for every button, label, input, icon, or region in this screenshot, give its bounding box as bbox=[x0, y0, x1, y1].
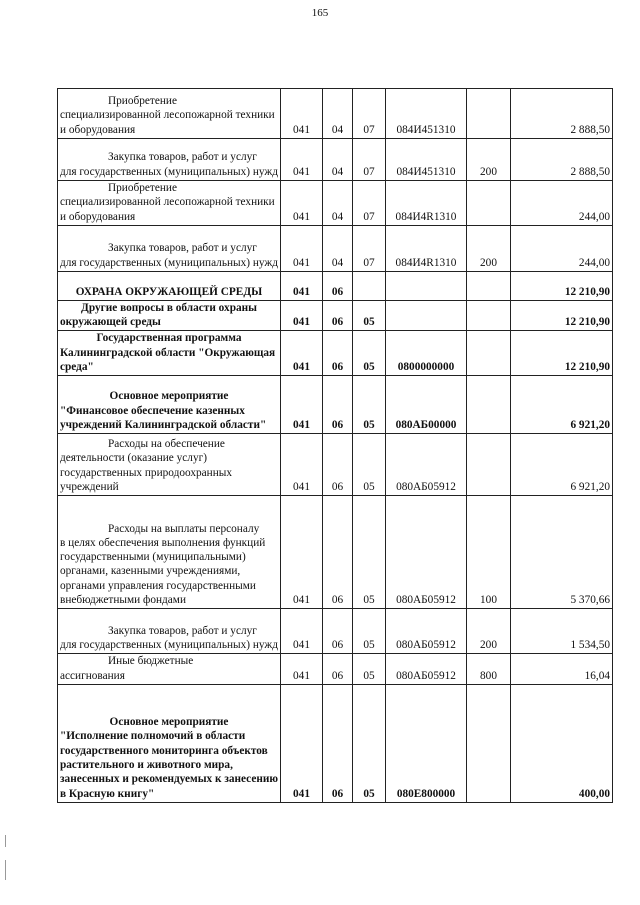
column-rz: 06 bbox=[323, 609, 353, 654]
row-name bbox=[58, 139, 281, 181]
row-name-first-line: Основное мероприятие bbox=[109, 716, 229, 729]
column-gr: 041 bbox=[281, 181, 323, 226]
row-name bbox=[58, 496, 281, 609]
column-gr: 041 bbox=[281, 139, 323, 181]
column-csr: 080Е800000 bbox=[386, 684, 467, 802]
column-rz: 06 bbox=[323, 300, 353, 331]
column-gr: 041 bbox=[281, 609, 323, 654]
column-rz: 04 bbox=[323, 225, 353, 271]
column-vr bbox=[467, 434, 511, 496]
column-sum: 12 210,90 bbox=[511, 300, 613, 331]
column-pr: 07 bbox=[353, 139, 386, 181]
row-name-first-line: Другие вопросы в области охраны bbox=[81, 301, 257, 314]
column-sum: 1 534,50 bbox=[511, 609, 613, 654]
column-csr: 080АБ00000 bbox=[386, 376, 467, 434]
row-name-rest: окружающей среды bbox=[60, 316, 161, 329]
column-rz: 06 bbox=[323, 496, 353, 609]
row-name bbox=[58, 300, 281, 331]
row-name bbox=[58, 331, 281, 376]
column-rz: 06 bbox=[323, 271, 353, 300]
column-rz: 06 bbox=[323, 684, 353, 802]
row-name bbox=[58, 89, 281, 139]
table-row bbox=[58, 225, 613, 271]
column-csr: 080АБ05912 bbox=[386, 654, 467, 685]
column-pr: 05 bbox=[353, 434, 386, 496]
column-vr bbox=[467, 376, 511, 434]
page-number: 165 bbox=[311, 7, 329, 19]
column-sum: 6 921,20 bbox=[511, 376, 613, 434]
column-rz: 06 bbox=[323, 376, 353, 434]
table-row bbox=[58, 684, 613, 802]
column-vr bbox=[467, 300, 511, 331]
table-row bbox=[58, 89, 613, 139]
row-name-first-line: Приобретение bbox=[108, 182, 177, 194]
column-vr bbox=[467, 181, 511, 226]
column-sum: 2 888,50 bbox=[511, 89, 613, 139]
column-sum: 16,04 bbox=[511, 654, 613, 685]
column-sum: 244,00 bbox=[511, 225, 613, 271]
row-name bbox=[58, 271, 281, 300]
row-name bbox=[58, 609, 281, 654]
column-sum: 5 370,66 bbox=[511, 496, 613, 609]
column-vr bbox=[467, 271, 511, 300]
column-csr: 084И4R1310 bbox=[386, 225, 467, 271]
column-sum: 12 210,90 bbox=[511, 331, 613, 376]
row-name-first-line: Иные бюджетные bbox=[108, 655, 194, 668]
row-name bbox=[58, 181, 281, 226]
column-csr bbox=[386, 300, 467, 331]
column-gr: 041 bbox=[281, 89, 323, 139]
column-sum: 400,00 bbox=[511, 684, 613, 802]
column-sum: 244,00 bbox=[511, 181, 613, 226]
column-pr: 07 bbox=[353, 89, 386, 139]
table-row bbox=[58, 496, 613, 609]
column-pr: 05 bbox=[353, 300, 386, 331]
column-csr: 084И451310 bbox=[386, 139, 467, 181]
column-csr: 080АБ05912 bbox=[386, 434, 467, 496]
row-name-first-line: Основное мероприятие bbox=[109, 390, 229, 403]
budget-table bbox=[57, 88, 613, 803]
column-rz: 06 bbox=[323, 654, 353, 685]
table-row bbox=[58, 609, 613, 654]
column-gr: 041 bbox=[281, 684, 323, 802]
row-name-rest: для государственных (муниципальных) нужд bbox=[60, 165, 278, 178]
column-vr bbox=[467, 331, 511, 376]
row-name-rest: "Исполнение полномочий в области государственного мониторинга объектов растительного и животного мира, занесенных и рекомендуемых к занесению в Красную книгу" bbox=[60, 730, 278, 800]
column-rz: 04 bbox=[323, 139, 353, 181]
scan-edge-mark bbox=[5, 835, 6, 847]
column-gr: 041 bbox=[281, 434, 323, 496]
column-rz: 06 bbox=[323, 331, 353, 376]
row-name-rest: Калининградской области "Окружающая среда" bbox=[60, 346, 276, 374]
column-gr: 041 bbox=[281, 376, 323, 434]
row-name-first-line: Закупка товаров, работ и услуг bbox=[108, 151, 257, 164]
table-row bbox=[58, 654, 613, 685]
column-vr: 200 bbox=[467, 225, 511, 271]
row-name-rest: для государственных (муниципальных) нужд bbox=[60, 256, 278, 269]
column-gr: 041 bbox=[281, 331, 323, 376]
column-pr: 05 bbox=[353, 496, 386, 609]
column-vr bbox=[467, 684, 511, 802]
column-rz: 04 bbox=[323, 89, 353, 139]
row-name bbox=[58, 434, 281, 496]
table-row bbox=[58, 181, 613, 226]
column-vr: 200 bbox=[467, 609, 511, 654]
column-csr: 080АБ05912 bbox=[386, 496, 467, 609]
row-name-rest: для государственных (муниципальных) нужд bbox=[60, 639, 278, 652]
column-csr bbox=[386, 271, 467, 300]
column-csr: 0800000000 bbox=[386, 331, 467, 376]
column-rz: 06 bbox=[323, 434, 353, 496]
budget-table-body bbox=[58, 89, 613, 803]
column-pr: 05 bbox=[353, 684, 386, 802]
column-csr: 080АБ05912 bbox=[386, 609, 467, 654]
row-name bbox=[58, 225, 281, 271]
table-row bbox=[58, 376, 613, 434]
scan-edge-mark bbox=[5, 860, 6, 880]
column-gr: 041 bbox=[281, 300, 323, 331]
row-name bbox=[58, 684, 281, 802]
table-row bbox=[58, 300, 613, 331]
row-name-rest: ассигнования bbox=[60, 669, 125, 682]
row-name-first-line: Приобретение bbox=[108, 95, 177, 108]
column-gr: 041 bbox=[281, 496, 323, 609]
row-name bbox=[58, 376, 281, 434]
row-name-first-line: Закупка товаров, работ и услуг bbox=[108, 624, 257, 637]
column-sum: 6 921,20 bbox=[511, 434, 613, 496]
row-name-first-line: Государственная программа bbox=[96, 332, 242, 345]
row-name-first-line: Расходы на выплаты персоналу bbox=[108, 522, 260, 535]
row-name-rest: в целях обеспечения выполнения функций государственными (муниципальными) органами, казенными учреждениями, органами управления государственными внебюджетными фондами bbox=[60, 536, 266, 607]
column-pr: 05 bbox=[353, 376, 386, 434]
row-name-first-line: Закупка товаров, работ и услуг bbox=[108, 242, 257, 255]
row-name-rest: специализированной лесопожарной техники и оборудования bbox=[60, 196, 275, 223]
row-name-rest: деятельности (оказание услуг) государственных природоохранных учреждений bbox=[60, 452, 232, 494]
row-name-first-line: Расходы на обеспечение bbox=[108, 438, 225, 451]
column-rz: 04 bbox=[323, 181, 353, 226]
row-name bbox=[58, 654, 281, 685]
column-pr: 07 bbox=[353, 225, 386, 271]
column-vr: 800 bbox=[467, 654, 511, 685]
column-vr: 200 bbox=[467, 139, 511, 181]
column-sum: 2 888,50 bbox=[511, 139, 613, 181]
column-csr: 084И451310 bbox=[386, 89, 467, 139]
column-pr bbox=[353, 271, 386, 300]
column-sum: 12 210,90 bbox=[511, 271, 613, 300]
column-pr: 07 bbox=[353, 181, 386, 226]
column-gr: 041 bbox=[281, 225, 323, 271]
column-vr bbox=[467, 89, 511, 139]
column-pr: 05 bbox=[353, 331, 386, 376]
column-gr: 041 bbox=[281, 271, 323, 300]
column-gr: 041 bbox=[281, 654, 323, 685]
column-csr: 084И4R1310 bbox=[386, 181, 467, 226]
row-name-first-line: ОХРАНА ОКРУЖАЮЩЕЙ СРЕДЫ bbox=[75, 285, 263, 298]
column-pr: 05 bbox=[353, 654, 386, 685]
column-pr: 05 bbox=[353, 609, 386, 654]
row-name-rest: специализированной лесопожарной техники и оборудования bbox=[60, 109, 275, 136]
table-row bbox=[58, 139, 613, 181]
table-row bbox=[58, 331, 613, 376]
table-row bbox=[58, 271, 613, 300]
column-vr: 100 bbox=[467, 496, 511, 609]
row-name-rest: "Финансовое обеспечение казенных учреждений Калининградской области" bbox=[60, 404, 267, 432]
table-row bbox=[58, 434, 613, 496]
